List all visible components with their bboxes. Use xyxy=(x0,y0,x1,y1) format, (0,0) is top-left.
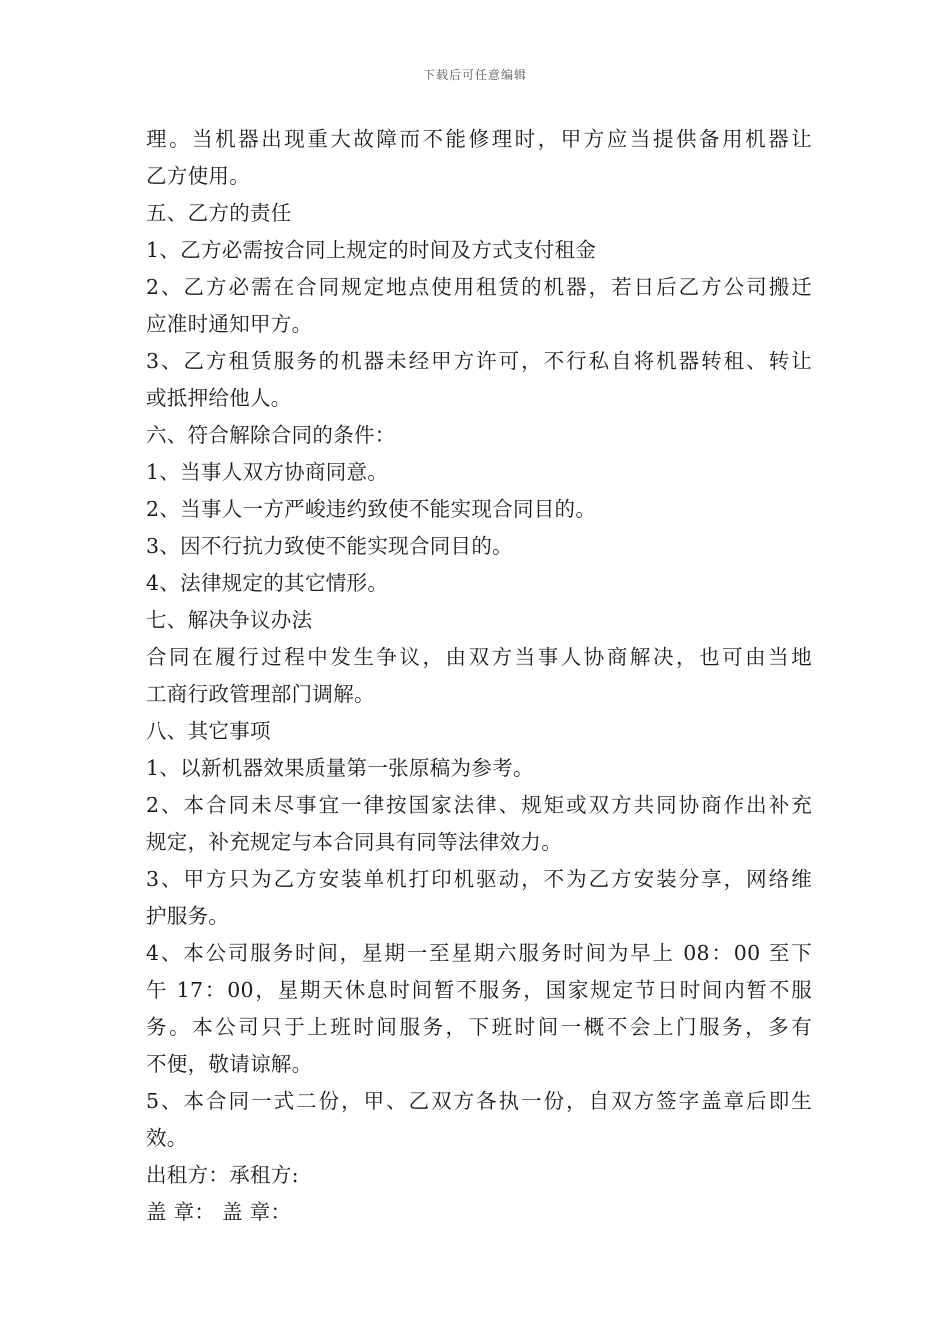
paragraph-line: 务。本公司只于上班时间服务，下班时间一概不会上门服务，多有 xyxy=(146,1015,812,1039)
section-heading: 六、符合解除合同的条件： xyxy=(146,423,396,447)
paragraph-line: 或抵押给他人。 xyxy=(146,386,292,410)
list-item: 2、本合同未尽事宜一律按国家法律、规矩或双方共同协商作出补充 xyxy=(146,793,812,817)
list-item: 1、以新机器效果质量第一张原稿为参考。 xyxy=(146,756,534,780)
paragraph-line: 合同在履行过程中发生争议，由双方当事人协商解决，也可由当地 xyxy=(146,645,812,669)
paragraph-line: 工商行政管理部门调解。 xyxy=(146,682,375,706)
paragraph-line: 不便，敬请谅解。 xyxy=(146,1052,313,1076)
section-heading: 八、其它事项 xyxy=(146,719,271,743)
list-item: 4、法律规定的其它情形。 xyxy=(146,571,389,595)
page-header: 下载后可任意编辑 xyxy=(422,68,527,82)
paragraph-line: 效。 xyxy=(146,1126,188,1150)
seal-line: 盖 章： 盖 章： xyxy=(146,1200,292,1224)
paragraph-line: 午 17：00，星期天休息时间暂不服务，国家规定节日时间内暂不服 xyxy=(146,978,812,1002)
list-item: 4、本公司服务时间，星期一至星期六服务时间为早上 08：00 至下 xyxy=(146,941,812,965)
section-heading: 七、解决争议办法 xyxy=(146,608,313,632)
list-item: 5、本合同一式二份，甲、乙双方各执一份，自双方签字盖章后即生 xyxy=(146,1089,812,1113)
paragraph-line: 护服务。 xyxy=(146,904,230,928)
document-body xyxy=(146,121,812,1231)
list-item: 2、当事人一方严峻违约致使不能实现合同目的。 xyxy=(146,497,597,521)
list-item: 3、甲方只为乙方安装单机打印机驱动，不为乙方安装分享，网络维 xyxy=(146,867,812,891)
list-item: 3、乙方租赁服务的机器未经甲方许可，不行私自将机器转租、转让 xyxy=(146,349,812,373)
paragraph-line: 规定，补充规定与本合同具有同等法律效力。 xyxy=(146,830,562,854)
paragraph-line: 理。当机器出现重大故障而不能修理时，甲方应当提供备用机器让 xyxy=(146,127,812,151)
list-item: 1、当事人双方协商同意。 xyxy=(146,460,389,484)
section-heading: 五、乙方的责任 xyxy=(146,201,292,225)
list-item: 2、乙方必需在合同规定地点使用租赁的机器，若日后乙方公司搬迁 xyxy=(146,275,812,299)
paragraph-line: 应准时通知甲方。 xyxy=(146,312,313,336)
list-item: 1、乙方必需按合同上规定的时间及方式支付租金 xyxy=(146,238,597,262)
paragraph-line: 乙方使用。 xyxy=(146,164,250,188)
signature-parties: 出租方：承租方: xyxy=(146,1163,299,1187)
list-item: 3、因不行抗力致使不能实现合同目的。 xyxy=(146,534,513,558)
